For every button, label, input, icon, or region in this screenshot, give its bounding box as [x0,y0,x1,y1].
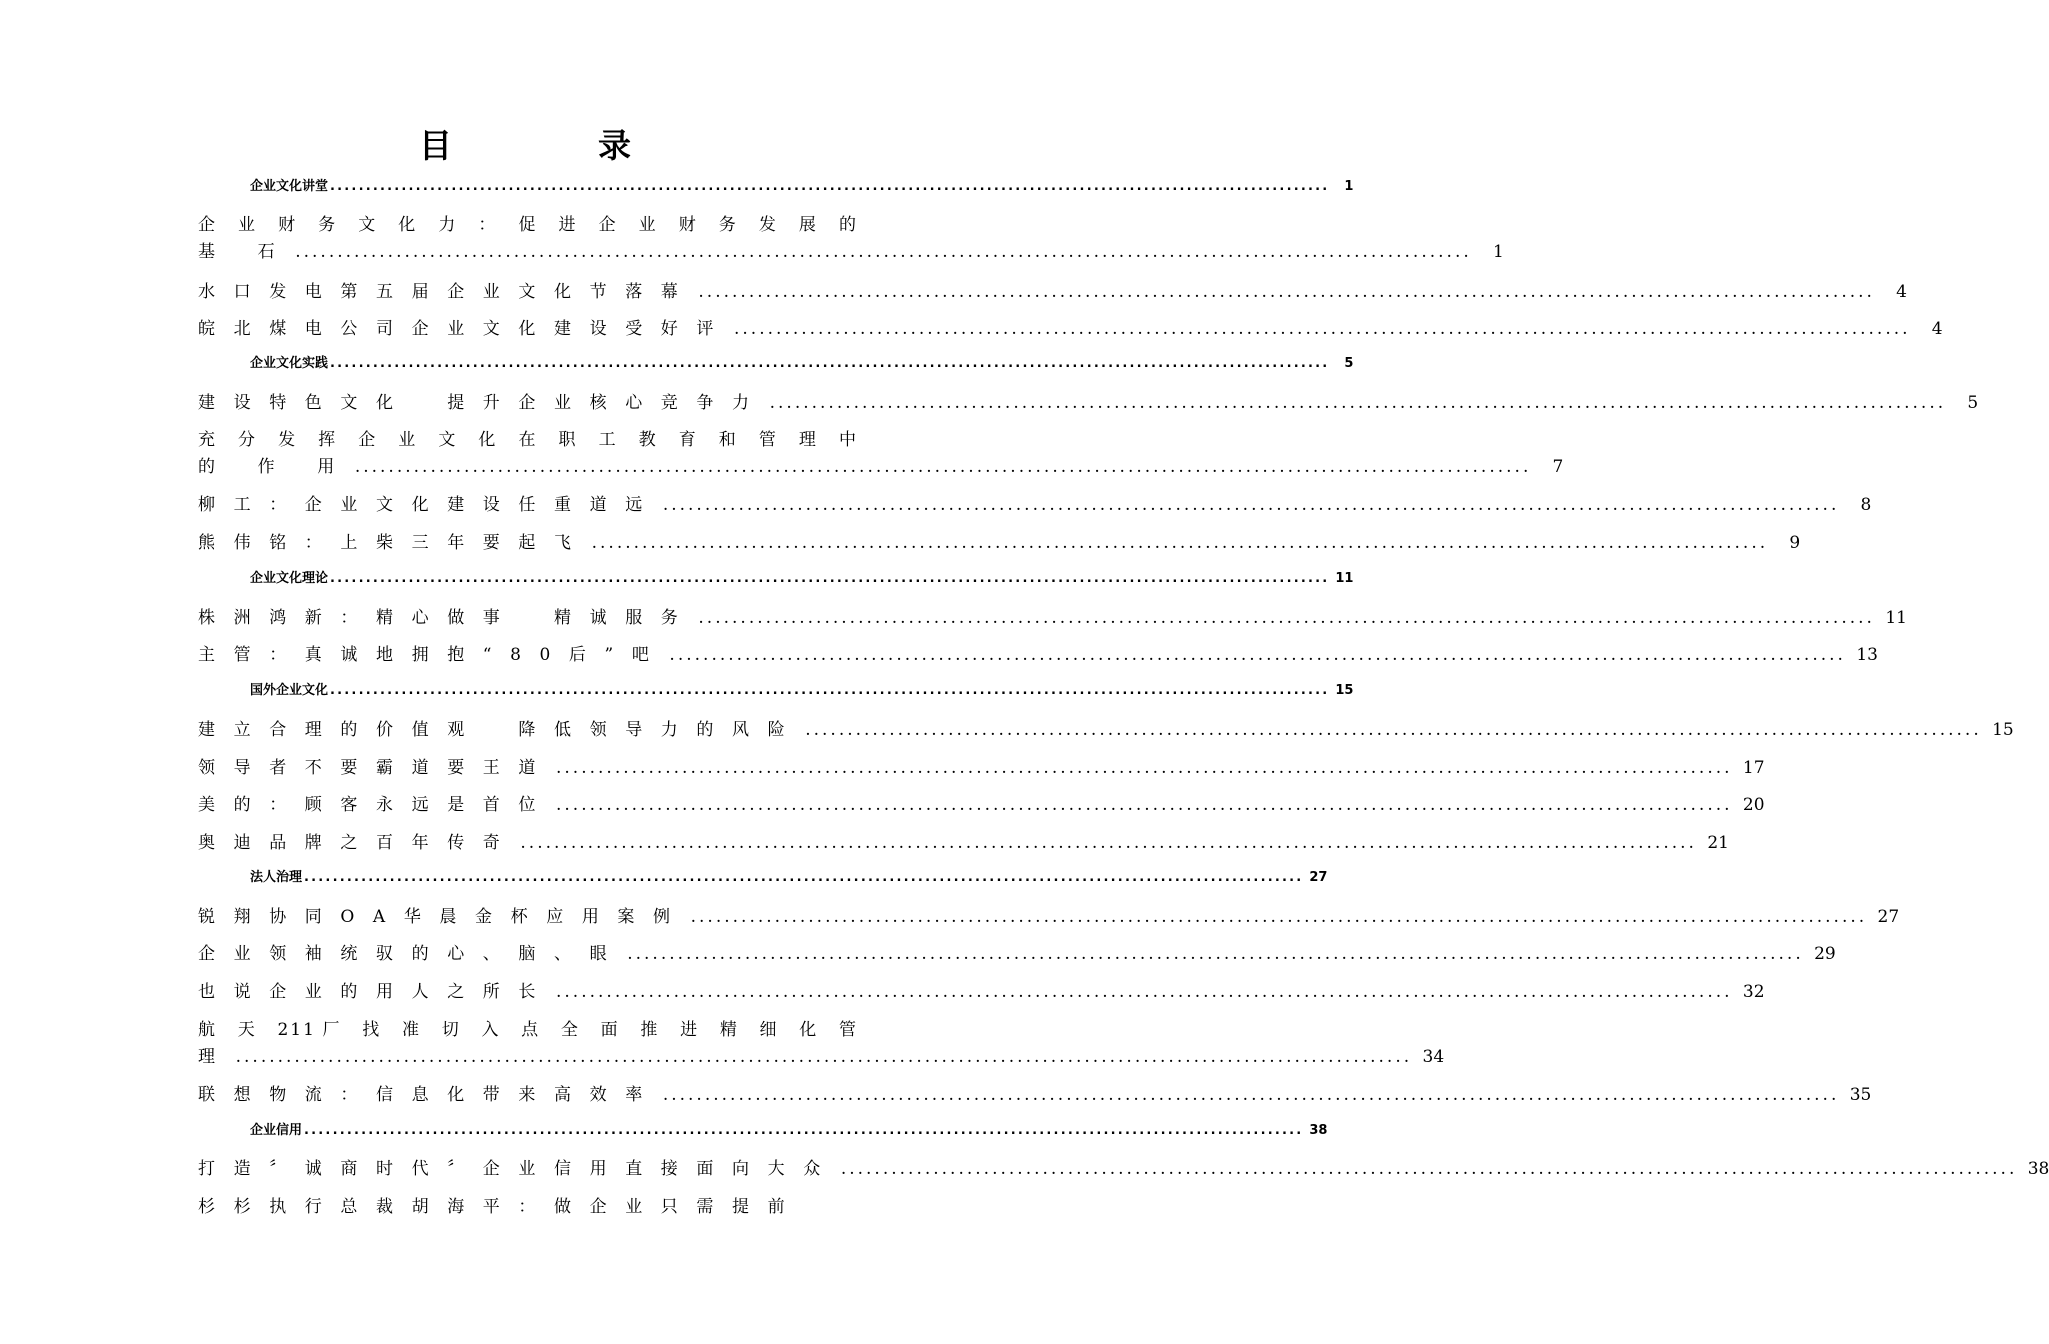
toc-item-label: 联想物流：信息化带来高效率 [198,1085,661,1105]
toc-item-entry[interactable] [198,941,1836,967]
toc-page-number: 34 [1422,1047,1445,1067]
toc-item-label: 建设特色文化 提升企业核心竞争力 [198,393,768,413]
toc-item-label-line2: 理 [198,1047,234,1067]
toc-section-label: 企业信用 [250,1123,303,1138]
toc-page-number: 29 [1814,944,1836,964]
toc-section-entry[interactable] [250,1120,1328,1142]
toc-page-number: 27 [1877,907,1900,927]
toc-section-label: 企业文化讲堂 [250,179,329,194]
toc-dot-leader: ............................................................................................................................................ [627,944,1804,964]
toc-item-label: 皖北煤电公司企业文化建设受好评 [198,319,732,339]
toc-item-label: 建立合理的价值观 降低领导力的风险 [198,720,804,740]
toc-page-number: 38 [1309,1123,1328,1138]
toc-dot-leader: ............................................................................................................................................ [330,683,1330,698]
page-title [0,124,950,168]
toc-section-entry[interactable] [250,867,1328,889]
toc-page-number: 7 [1552,457,1564,477]
toc-page-number: 4 [1931,319,1943,339]
toc-page-number: 5 [1344,356,1354,371]
toc-dot-leader: ............................................................................................................................................ [520,833,1697,853]
toc-item-entry[interactable] [198,755,1765,781]
toc-item-label: 打造〞诚商时代〞企业信用直接面向大众 [198,1159,839,1179]
toc-dot-leader: ............................................................................................................................................ [556,758,1733,778]
toc-item-label: 企业领袖统驭的心、脑、眼 [198,944,626,964]
toc-item-label: 也说企业的用人之所长 [198,982,554,1002]
toc-page-number: 20 [1742,795,1765,815]
toc-dot-leader: ............................................................................................................................................ [769,393,1947,413]
toc-item-label-line1: 企 业 财 务 文 化 力 ： 促 进 企 业 财 务 发 展 的 [198,215,858,235]
toc-dot-leader: ............................................................................................................................................ [662,495,1840,515]
toc-dot-leader: ............................................................................................................................................ [698,608,1875,628]
toc-item-entry[interactable] [198,1156,2049,1182]
toc-item-label: 株洲鸿新：精心做事 精诚服务 [198,608,697,628]
toc-dot-leader: ............................................................................................................................................ [354,457,1532,477]
toc-item-entry[interactable] [198,390,1979,416]
toc-page-number: 38 [2027,1159,2049,1179]
toc-item-line2 [198,1043,1445,1071]
toc-item-label: 杉杉执行总裁胡海平：做企业只需提前 [198,1197,804,1217]
toc-page-number: 15 [1335,683,1354,698]
toc-dot-leader: ............................................................................................................................................ [330,179,1330,194]
toc-page-number: 1 [1492,242,1504,262]
toc-item-entry[interactable] [198,212,1504,266]
toc-dot-leader: ............................................................................................................................................ [734,319,1911,339]
toc-page-number: 11 [1335,571,1354,586]
toc-page-number: 9 [1789,533,1801,553]
toc-item-entry[interactable] [198,717,2014,743]
toc-dot-leader: ............................................................................................................................................ [669,645,1846,665]
toc-item-label: 柳工：企业文化建设任重道远 [198,495,661,515]
toc-item-entry[interactable] [198,427,1564,481]
toc-page-number: 1 [1344,179,1354,194]
toc-page-number: 8 [1860,495,1872,515]
toc-page-number: 21 [1707,833,1729,853]
toc-section-entry[interactable] [250,176,1354,198]
toc-item-entry[interactable] [198,530,1801,556]
toc-item-label: 熊伟铭：上柴三年要起飞 [198,533,590,553]
toc-item-label: 主管：真诚地拥抱“80后”吧 [198,645,668,665]
toc-item-entry[interactable] [198,492,1872,518]
toc-section-label: 国外企业文化 [250,683,329,698]
toc-item-label-line1: 航 天 211厂 找 准 切 入 点 全 面 推 进 精 细 化 管 [198,1020,858,1040]
toc-section-entry[interactable] [250,680,1354,702]
toc-dot-leader: ............................................................................................................................................ [698,282,1875,302]
toc-item-label: 美的：顾客永远是首位 [198,795,554,815]
toc-item-entry[interactable] [198,316,1943,342]
toc-item-line2 [198,238,1504,266]
toc-page-number: 5 [1967,393,1979,413]
toc-item-entry[interactable] [198,1017,1445,1071]
toc-section-label: 法人治理 [250,870,303,885]
toc-item-entry[interactable] [198,279,1907,305]
toc-page-number: 4 [1896,282,1907,302]
toc-dot-leader: ............................................................................................................................................ [840,1159,2018,1179]
toc-item-entry[interactable] [198,1082,1872,1108]
toc-dot-leader: ............................................................................................................................................ [330,356,1330,371]
toc-page-number: 15 [1992,720,2014,740]
toc-dot-leader: ............................................................................................................................................ [556,982,1733,1002]
toc-section-entry[interactable] [250,353,1354,375]
toc-dot-leader: ............................................................................................................................................ [235,1047,1413,1067]
toc-item-entry[interactable] [198,979,1765,1005]
toc-dot-leader: ............................................................................................................................................ [304,1123,1304,1138]
toc-page-number: 35 [1849,1085,1872,1105]
toc-item-label: 锐翔协同OA华晨金杯应用案例 [198,907,689,927]
toc-item-entry[interactable] [198,1194,858,1220]
toc-section-label: 企业文化理论 [250,571,329,586]
toc-dot-leader: ............................................................................................................................................ [591,533,1769,553]
title-char-2: 录 [598,126,695,165]
toc-item-entry[interactable] [198,904,1900,930]
toc-item-entry[interactable] [198,792,1765,818]
toc-page-number: 27 [1309,870,1328,885]
toc-item-label: 水口发电第五届企业文化节落幕 [198,282,697,302]
toc-page-number: 17 [1742,758,1765,778]
toc-dot-leader: ............................................................................................................................................ [805,720,1982,740]
toc-page-number: 32 [1742,982,1765,1002]
toc-dot-leader: ............................................................................................................................................ [690,907,1868,927]
toc-page-number: 13 [1856,645,1878,665]
toc-item-entry[interactable] [198,642,1878,668]
toc-item-label-line2: 的 作 用 [198,457,353,477]
toc-section-label: 企业文化实践 [250,356,329,371]
toc-dot-leader: ............................................................................................................................................ [295,242,1472,262]
toc-item-entry[interactable] [198,830,1729,856]
toc-item-label: 奥迪品牌之百年传奇 [198,833,519,853]
toc-page-number: 11 [1885,608,1907,628]
toc-item-entry[interactable] [198,605,1907,631]
title-char-1: 目 [419,126,516,165]
toc-dot-leader: ............................................................................................................................................ [662,1085,1840,1105]
toc-item-line2 [198,453,1564,481]
toc-dot-leader: ............................................................................................................................................ [330,571,1330,586]
toc-dot-leader: ............................................................................................................................................ [556,795,1733,815]
toc-dot-leader: ............................................................................................................................................ [304,870,1304,885]
toc-item-label-line1: 充 分 发 挥 企 业 文 化 在 职 工 教 育 和 管 理 中 [198,430,858,450]
toc-item-label: 领导者不要霸道要王道 [198,758,554,778]
toc-section-entry[interactable] [250,568,1354,590]
toc-item-label-line2: 基 石 [198,242,294,262]
